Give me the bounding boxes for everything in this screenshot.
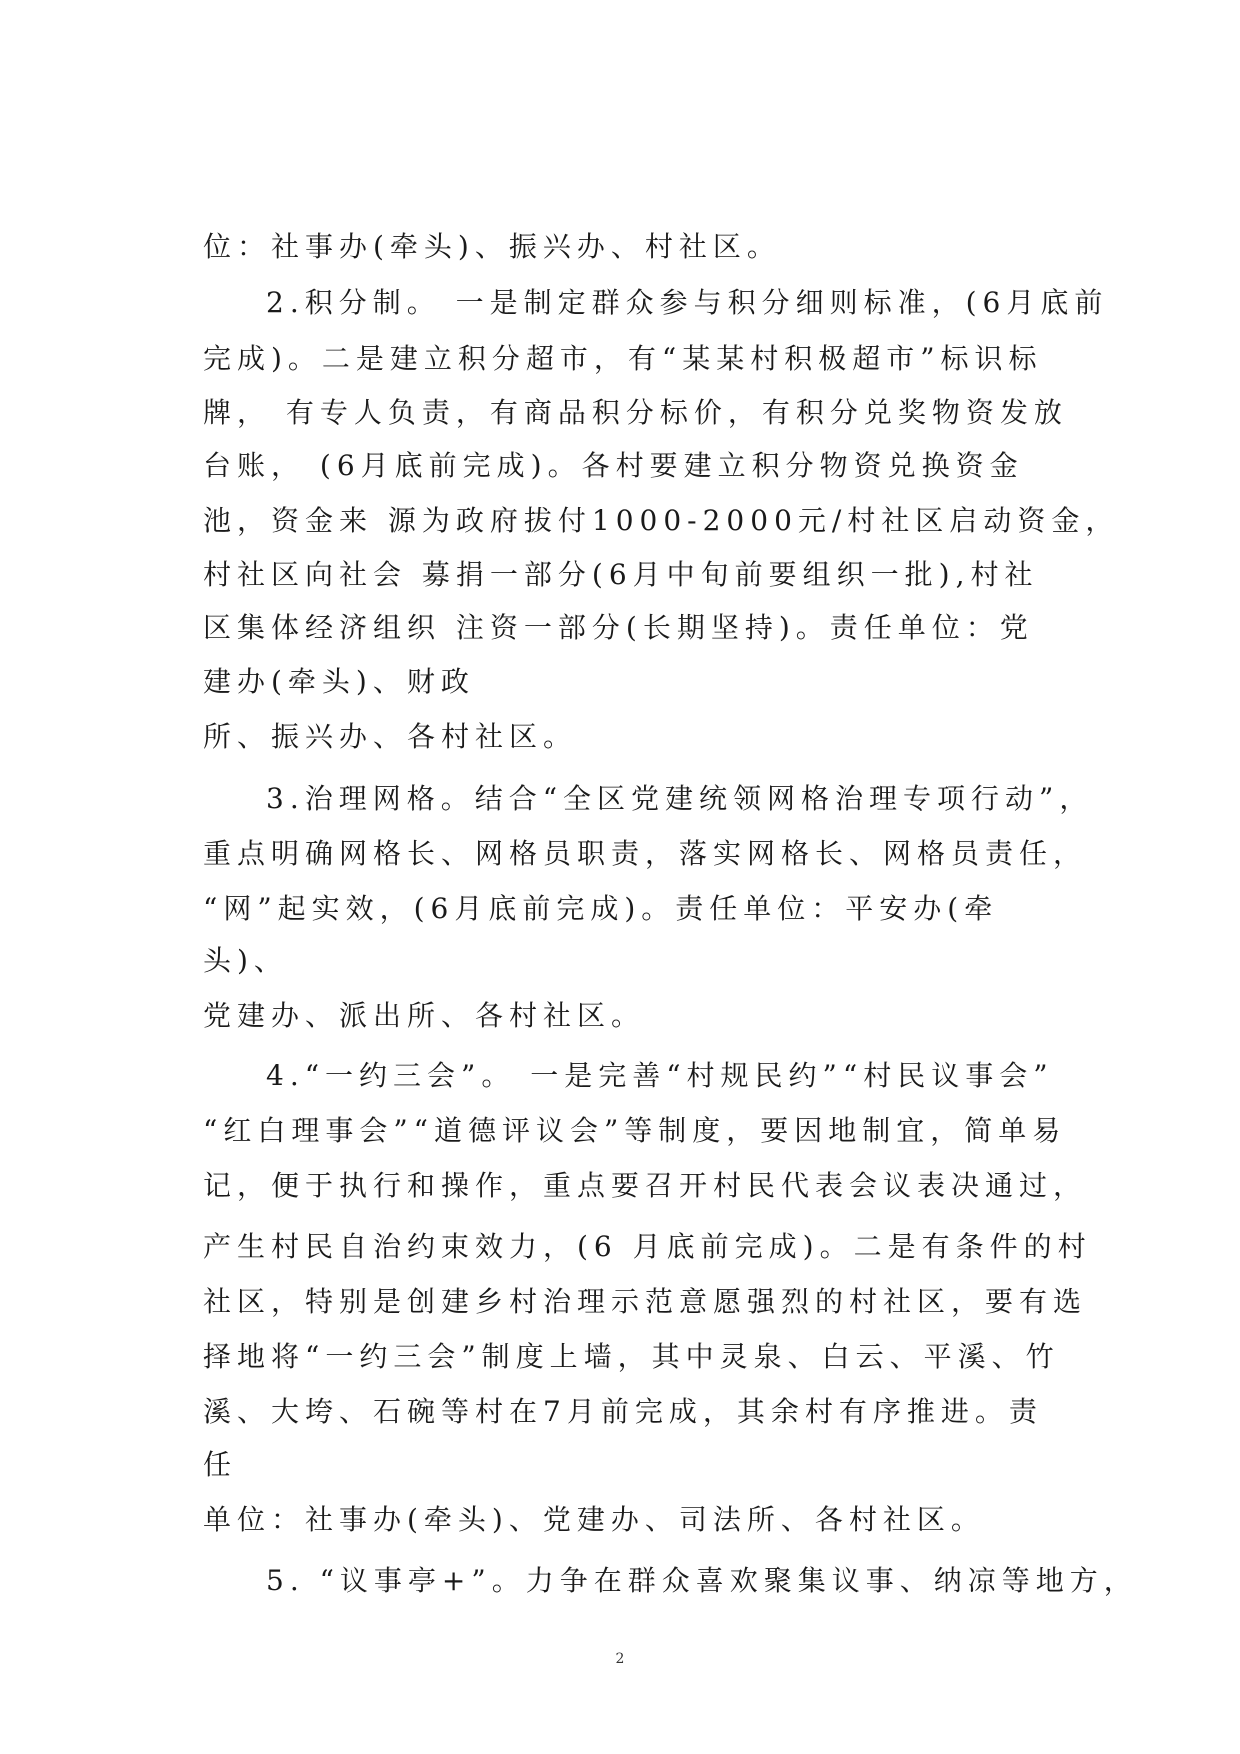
text-line: 区集体经济组织 注资一部分(长期坚持)。责任单位：党 bbox=[203, 611, 1034, 644]
text-line: 完成)。二是建立积分超市，有“某某村积极超市”标识标 bbox=[203, 342, 1043, 375]
text-line: 所、振兴办、各村社区。 bbox=[203, 720, 578, 753]
text-line: 单位：社事办(牵头)、党建办、司法所、各村社区。 bbox=[203, 1503, 985, 1536]
text-line: “网”起实效，(6月底前完成)。责任单位：平安办(牵 bbox=[203, 892, 999, 925]
text-line: “红白理事会”“道德评议会”等制度，要因地制宜，简单易 bbox=[203, 1114, 1067, 1147]
text-line: 池，资金来 源为政府拔付1000-2000元/村社区启动资金， bbox=[203, 504, 1120, 537]
text-line: 任 bbox=[203, 1448, 238, 1481]
text-line: 择地将“一约三会”制度上墙，其中灵泉、白云、平溪、竹 bbox=[203, 1340, 1060, 1373]
text-line: 建办(牵头)、财政 bbox=[203, 665, 475, 698]
text-line: 位：社事办(牵头)、振兴办、村社区。 bbox=[203, 230, 781, 263]
text-line: 村社区向社会 募捐一部分(6月中旬前要组织一批),村社 bbox=[203, 558, 1039, 591]
text-line: 产生村民自治约束效力，(6 月底前完成)。二是有条件的村 bbox=[203, 1230, 1092, 1263]
text-line: 溪、大垮、石碗等村在7月前完成，其余村有序推进。责 bbox=[203, 1395, 1043, 1428]
text-line: 社区，特别是创建乡村治理示范意愿强烈的村社区，要有选 bbox=[203, 1285, 1088, 1318]
text-line: 3.治理网格。结合“全区党建统领网格治理专项行动”， bbox=[266, 782, 1094, 815]
text-line: 牌， 有专人负责，有商品积分标价，有积分兑奖物资发放 bbox=[203, 396, 1068, 429]
page-number: 2 bbox=[615, 1651, 625, 1667]
text-line: 5. “议事亭+”。力争在群众喜欢聚集议事、纳凉等地方， bbox=[266, 1564, 1138, 1597]
text-line: 4.“一约三会”。 一是完善“村规民约”“村民议事会” bbox=[266, 1059, 1054, 1092]
text-line: 2.积分制。 一是制定群众参与积分细则标准，(6月底前 bbox=[266, 286, 1109, 319]
text-line: 重点明确网格长、网格员职责，落实网格长、网格员责任， bbox=[203, 837, 1088, 870]
text-line: 党建办、派出所、各村社区。 bbox=[203, 999, 646, 1032]
text-line: 头)、 bbox=[203, 944, 288, 977]
text-line: 记，便于执行和操作，重点要召开村民代表会议表决通过， bbox=[203, 1169, 1088, 1202]
text-line: 台账， (6月底前完成)。各村要建立积分物资兑换资金 bbox=[203, 449, 1024, 482]
